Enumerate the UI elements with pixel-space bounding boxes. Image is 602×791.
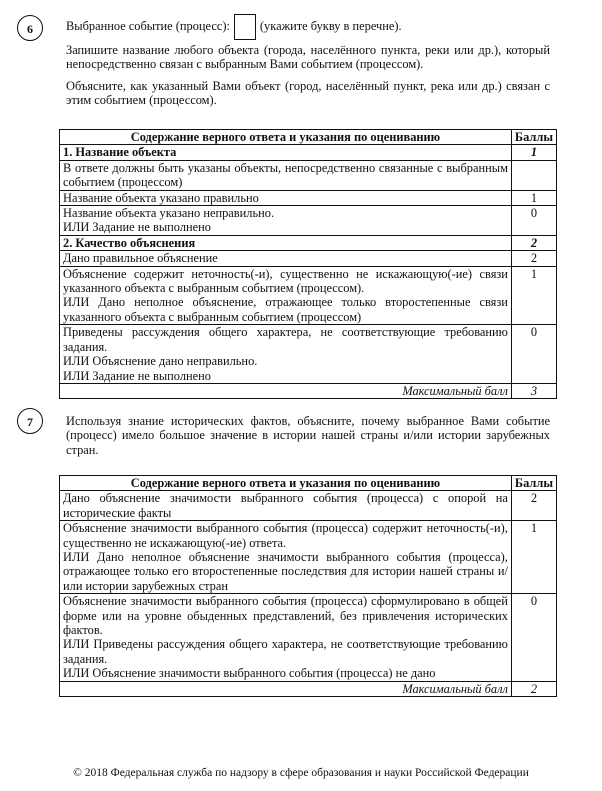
row-score: 2 bbox=[511, 251, 556, 266]
table-row bbox=[60, 521, 512, 594]
q6-selected-event-line bbox=[66, 14, 550, 40]
table-row bbox=[60, 594, 512, 681]
max-score-label: Максимальный балл bbox=[60, 681, 512, 696]
row-score: 0 bbox=[511, 206, 556, 236]
max-score: 3 bbox=[511, 383, 556, 398]
max-score-label: Максимальный балл bbox=[60, 383, 512, 398]
answer-box[interactable] bbox=[234, 14, 256, 40]
row-line: ИЛИ Дано неполное объяснение, отражающее только второстепенные связи указанного объекта с выбранным событием (процессом) bbox=[63, 295, 508, 324]
row-line: ИЛИ Приведены рассуждения общего характера, не соответствующие требованию задания. bbox=[63, 637, 508, 666]
row-line: ИЛИ Объяснение дано неправильно. bbox=[63, 354, 258, 369]
row-line: ИЛИ Дано неполное объяснение значимости выбранного события (процесса), отражающее только его второстепенные последствия для истории нашей страны и/или истории зарубежных стран bbox=[63, 550, 508, 593]
row-line: Объяснение содержит неточность(-и), существенно не искажающую(-ие) связи указанного объекта с выбранным событием (процессом). bbox=[63, 266, 508, 296]
row-score: 1 bbox=[511, 266, 556, 325]
row-line: ИЛИ Задание не выполнено bbox=[63, 368, 211, 383]
table-row: Дано правильное объяснение bbox=[60, 251, 512, 266]
row-score: 0 bbox=[511, 325, 556, 384]
header-score: Баллы bbox=[511, 476, 556, 491]
max-score: 2 bbox=[511, 681, 556, 696]
table-row bbox=[60, 206, 512, 236]
row-score: 1 bbox=[511, 521, 556, 594]
row-score bbox=[511, 160, 556, 190]
table-row: В ответе должны быть указаны объекты, непосредственно связанные с выбранным событием (процессом) bbox=[60, 160, 512, 190]
row-line: Приведены рассуждения общего характера, не соответствующие требованию задания. bbox=[63, 325, 508, 354]
task-number-6: 6 bbox=[17, 15, 43, 41]
q6-para2: Объясните, как указанный Вами объект (город, населённый пункт, река или др.) связан с этим событием (процессом). bbox=[66, 79, 550, 108]
task-number-7: 7 bbox=[17, 408, 43, 434]
footer-copyright: © 2018 Федеральная служба по надзору в сфере образования и науки Российской Федерации bbox=[73, 767, 529, 779]
header-content: Содержание верного ответа и указания по оцениванию bbox=[60, 130, 512, 145]
q6-para1: Запишите название любого объекта (города, населённого пункта, реки или др.), который непосредственно связан с выбранным Вами событием (процессом). bbox=[66, 43, 550, 72]
q6-line-before: Выбранное событие (процесс): bbox=[66, 18, 230, 33]
q6-grading-table bbox=[59, 129, 557, 399]
section-title: 1. Название объекта bbox=[60, 145, 512, 160]
row-score: 1 bbox=[511, 190, 556, 205]
row-score: 0 bbox=[511, 594, 556, 681]
table-row bbox=[60, 325, 512, 384]
section-score: 1 bbox=[511, 145, 556, 160]
row-line: Объяснение значимости выбранного события (процесса) сформулировано в общей форме или на уровне обыденных представлений, без привлечения исторических фактов. bbox=[63, 594, 508, 638]
q7-para: Используя знание исторических фактов, объясните, почему выбранное Вами событие (процесс) имело большое значение в истории нашей страны и/или истории зарубежных стран. bbox=[66, 414, 550, 457]
row-line: Объяснение значимости выбранного события (процесса) содержит неточность(-и), существенно не искажающую(-ие) ответа. bbox=[63, 521, 508, 550]
table-row: Дано объяснение значимости выбранного события (процесса) с опорой на исторические факты bbox=[60, 491, 512, 521]
header-content: Содержание верного ответа и указания по оцениванию bbox=[60, 476, 512, 491]
row-line: ИЛИ Задание не выполнено bbox=[63, 220, 211, 235]
section-score: 2 bbox=[511, 235, 556, 250]
row-line: ИЛИ Объяснение значимости выбранного события (процесса) не дано bbox=[63, 666, 436, 681]
row-score: 2 bbox=[511, 491, 556, 521]
table-row bbox=[60, 266, 512, 325]
table-row: Название объекта указано правильно bbox=[60, 190, 512, 205]
row-line: Название объекта указано неправильно. bbox=[63, 206, 275, 221]
header-score: Баллы bbox=[511, 130, 556, 145]
q7-grading-table bbox=[59, 475, 557, 697]
q6-line-after: (укажите букву в перечне). bbox=[259, 18, 402, 33]
section-title: 2. Качество объяснения bbox=[60, 235, 512, 250]
